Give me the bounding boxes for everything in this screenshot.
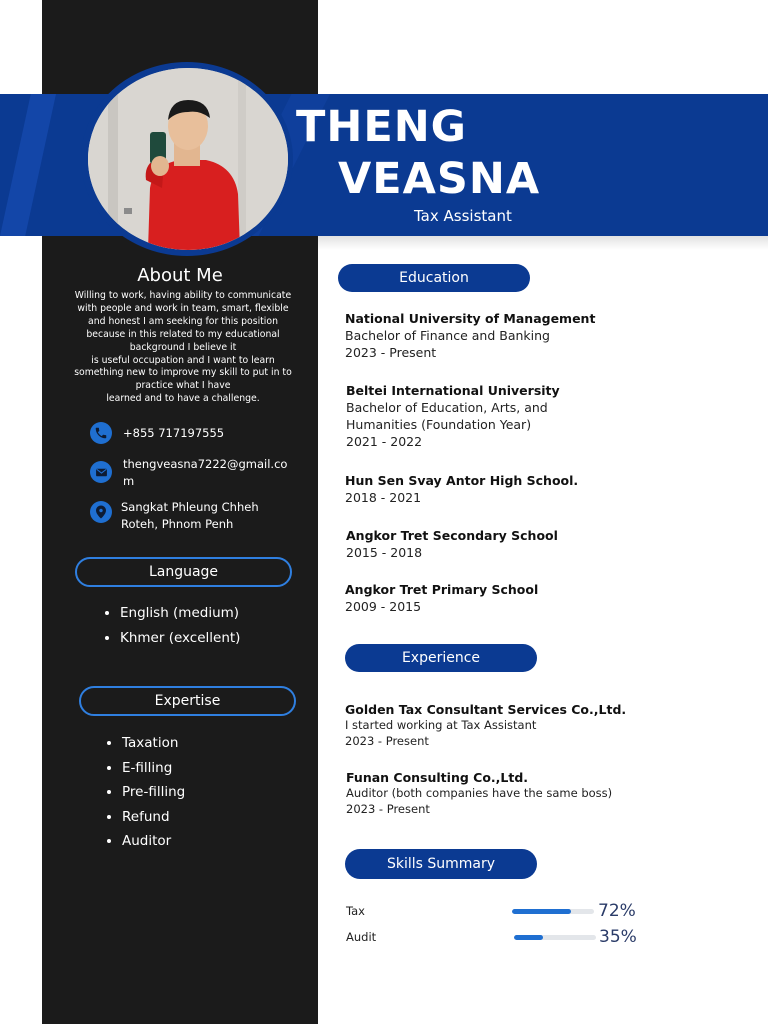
about-line: Willing to work, having ability to communicate xyxy=(74,290,292,301)
mail-icon xyxy=(90,461,112,483)
education-entry xyxy=(346,382,560,450)
date-range: 2023 - Present xyxy=(346,801,430,816)
date-range: 2021 - 2022 xyxy=(346,434,423,449)
expertise-item: • E-filling xyxy=(122,756,185,781)
skill-percent: 72% xyxy=(598,901,636,921)
company-name: Golden Tax Consultant Services Co.,Ltd. xyxy=(345,702,627,717)
company-name: Funan Consulting Co.,Ltd. xyxy=(346,770,529,785)
address-line: Roteh, Phnom Penh xyxy=(121,517,234,531)
skills-heading: Skills Summary xyxy=(345,849,537,879)
last-name: VEASNA xyxy=(338,154,541,204)
person-photo-illustration xyxy=(88,68,288,250)
degree: Bachelor of Education, Arts, and xyxy=(346,400,548,415)
phone-number[interactable]: +855 717197555 xyxy=(123,426,225,440)
experience-heading: Experience xyxy=(345,644,537,672)
expertise-item: • Auditor xyxy=(122,829,185,854)
education-heading: Education xyxy=(338,264,530,292)
banner-shadow xyxy=(318,236,768,250)
education-entry xyxy=(346,527,558,561)
address xyxy=(121,499,259,533)
first-name: THENG xyxy=(296,102,467,152)
email-line: thengveasna7222@gmail.co xyxy=(123,457,288,471)
expertise-item: • Refund xyxy=(122,805,185,830)
skill-bar-audit xyxy=(514,935,596,940)
date-range: 2018 - 2021 xyxy=(345,490,422,505)
expertise-item: • Pre-filling xyxy=(122,780,185,805)
school-name: Angkor Tret Secondary School xyxy=(346,528,558,543)
language-heading: Language xyxy=(75,557,292,587)
school-name: Angkor Tret Primary School xyxy=(345,582,539,597)
expertise-heading: Expertise xyxy=(79,686,296,716)
date-range: 2015 - 2018 xyxy=(346,545,423,560)
expertise-item: • Taxation xyxy=(122,731,185,756)
education-entry xyxy=(345,581,538,615)
profile-photo xyxy=(88,68,288,250)
date-range: 2009 - 2015 xyxy=(345,599,422,614)
expertise-list xyxy=(102,731,185,854)
language-list xyxy=(100,601,240,651)
about-heading: About Me xyxy=(137,265,223,286)
experience-entry xyxy=(345,702,626,749)
about-line: because in this related to my educational xyxy=(86,328,280,340)
about-line: with people and work in team, smart, flexible xyxy=(77,302,289,314)
about-line: learned and to have a challenge. xyxy=(106,393,260,405)
role-description: Auditor (both companies have the same boss) xyxy=(346,786,613,800)
skill-label: Audit xyxy=(346,930,377,944)
about-line: and honest I am seeking for this position xyxy=(88,315,278,327)
phone-icon xyxy=(90,422,112,444)
skill-bar-tax xyxy=(512,909,594,914)
job-title: Tax Assistant xyxy=(414,207,512,225)
skill-label: Tax xyxy=(346,904,365,918)
about-line: practice what I have xyxy=(135,380,231,392)
about-line: background I believe it xyxy=(129,341,237,353)
degree: Bachelor of Finance and Banking xyxy=(345,328,550,343)
email-line: m xyxy=(123,474,135,488)
language-item: • English (medium) xyxy=(120,601,240,626)
language-item: • Khmer (excellent) xyxy=(120,626,240,651)
degree: Humanities (Foundation Year) xyxy=(346,417,532,432)
education-entry xyxy=(345,310,595,361)
date-range: 2023 - Present xyxy=(345,345,437,360)
education-entry xyxy=(345,472,578,506)
location-pin-icon xyxy=(90,501,112,523)
date-range: 2023 - Present xyxy=(345,733,429,748)
school-name: Hun Sen Svay Antor High School. xyxy=(345,473,579,488)
school-name: National University of Management xyxy=(345,311,596,326)
experience-entry xyxy=(346,770,612,817)
about-line: is useful occupation and I want to learn xyxy=(91,354,275,366)
skill-fill xyxy=(514,935,543,940)
email-address[interactable] xyxy=(123,456,287,490)
about-line: something new to improve my skill to put in to xyxy=(74,367,292,379)
school-name: Beltei International University xyxy=(346,383,560,398)
skill-fill xyxy=(512,909,571,914)
role-description: I started working at Tax Assistant xyxy=(345,718,537,732)
address-line: Sangkat Phleung Chheh xyxy=(121,500,259,514)
skill-percent: 35% xyxy=(599,927,637,947)
about-text xyxy=(60,290,306,406)
